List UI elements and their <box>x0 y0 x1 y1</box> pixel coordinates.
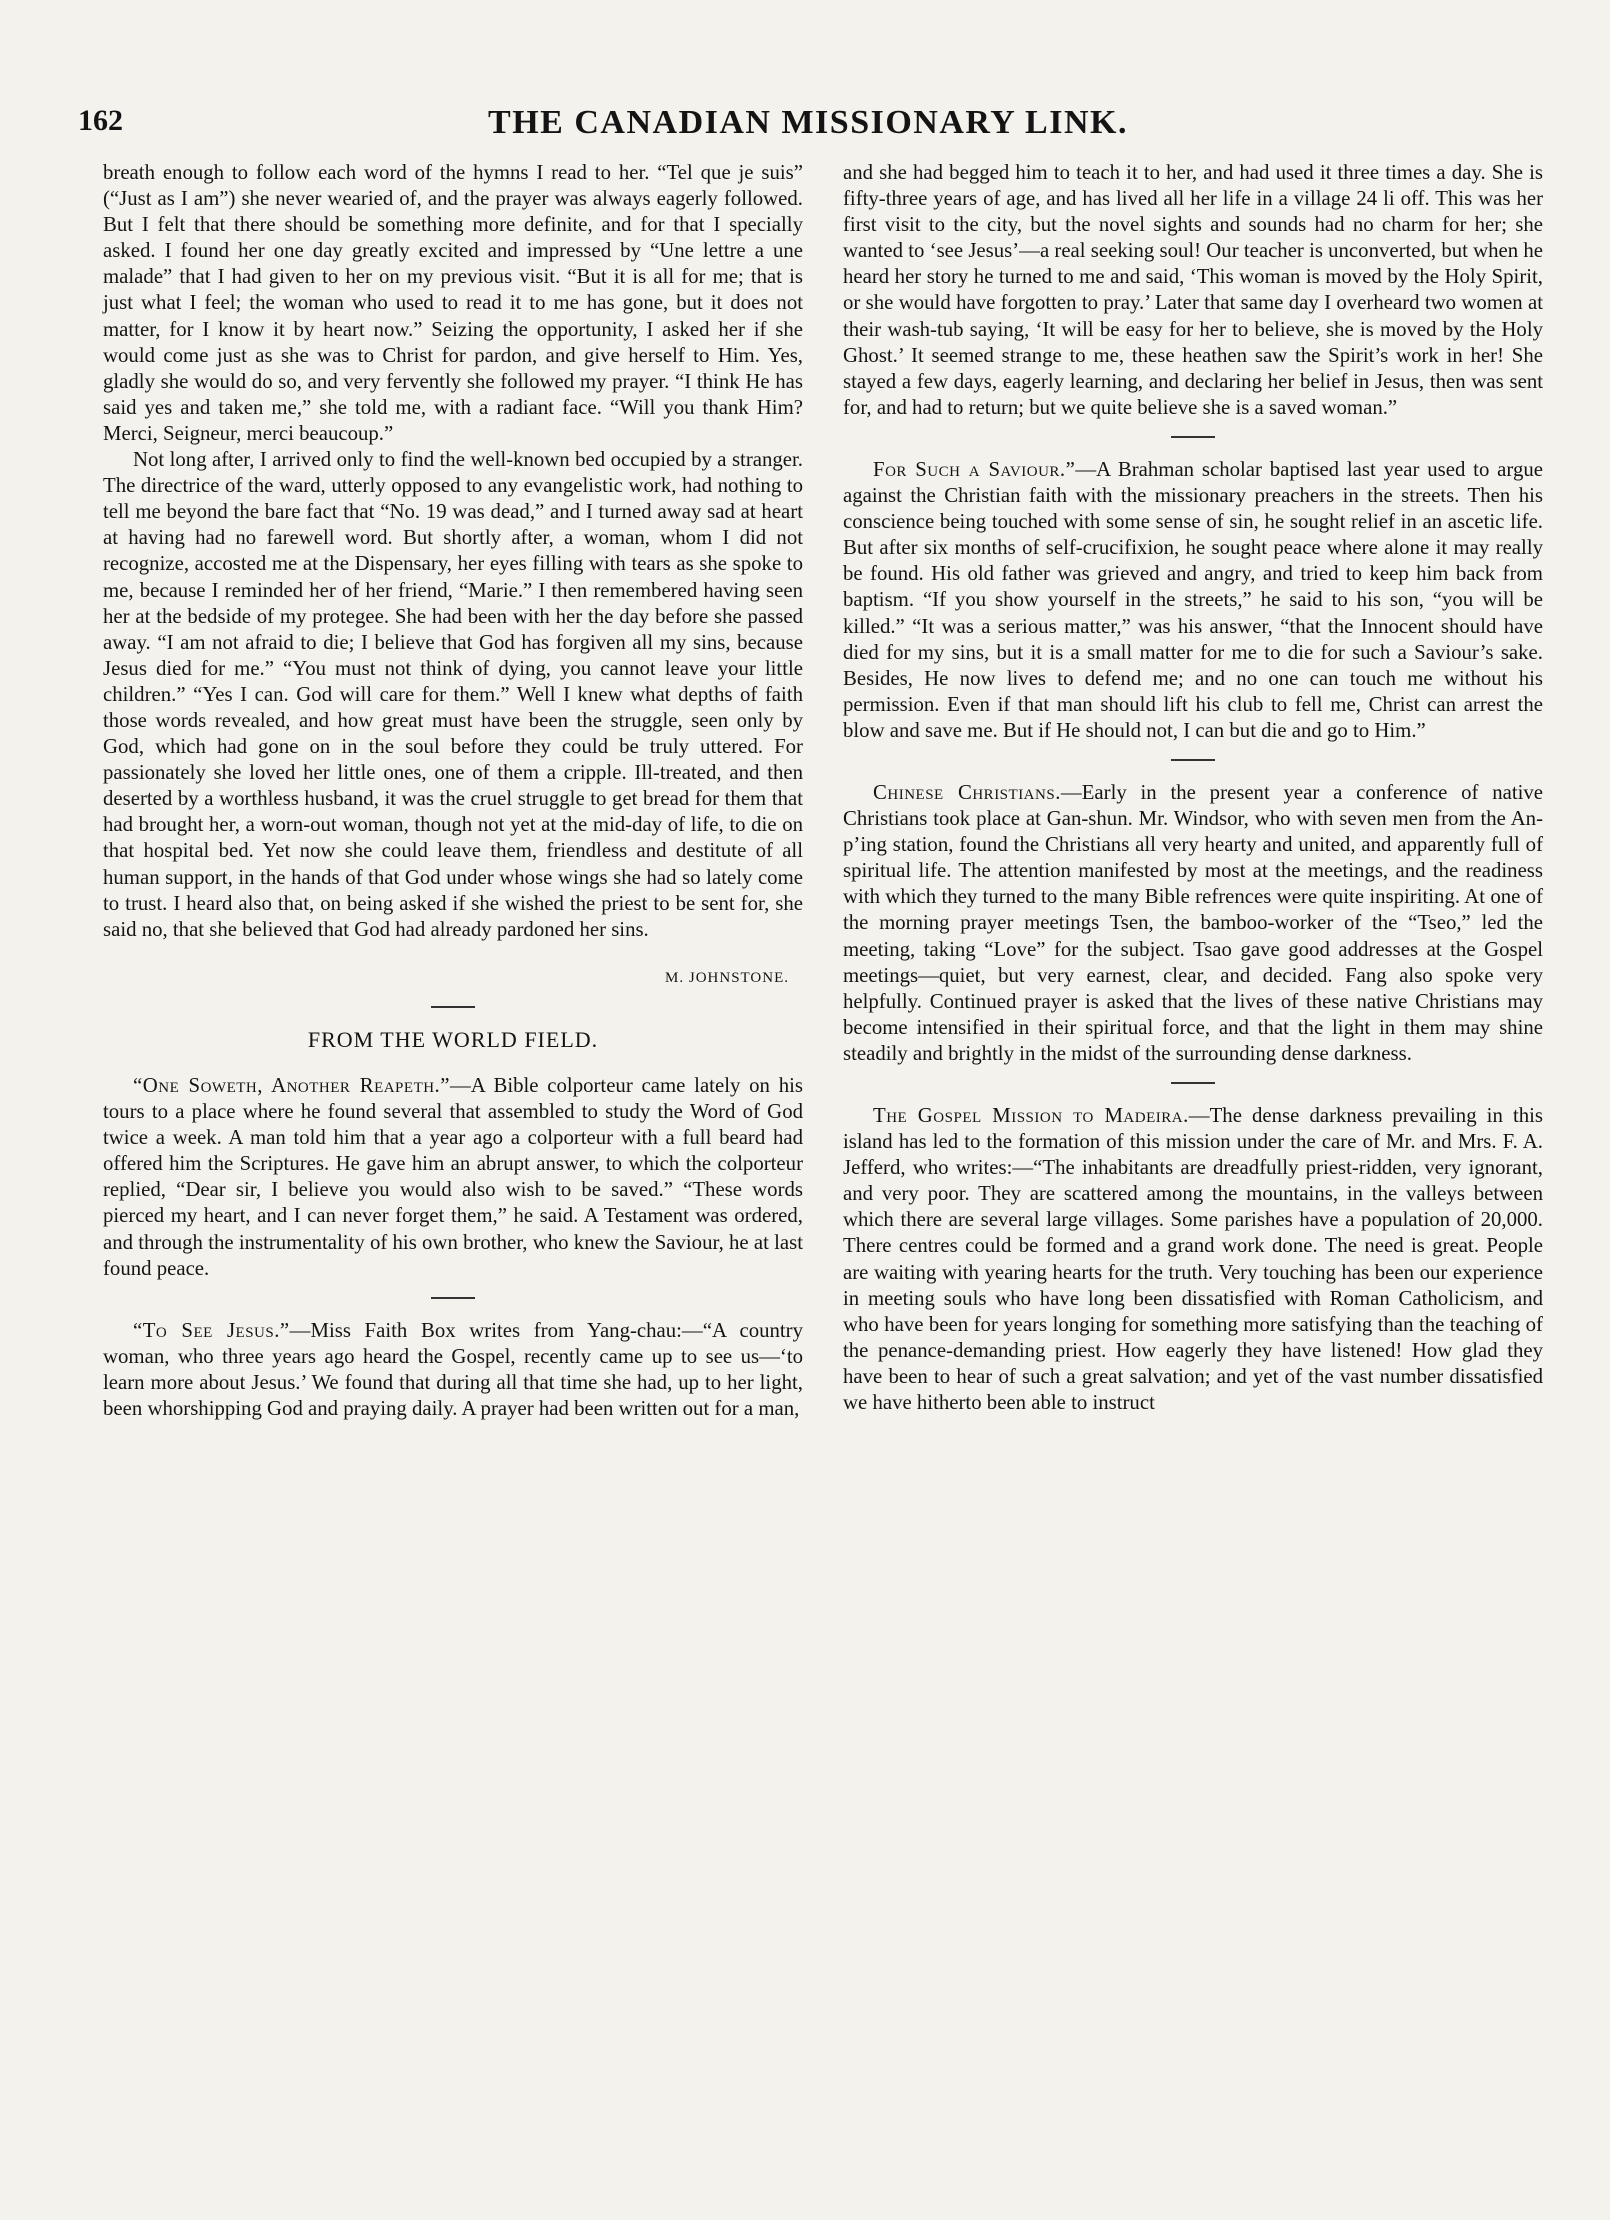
paragraph: Not long after, I arrived only to find the well-known bed occupied by a stranger. The directrice of the ward, utterly opposed to any evangelistic work, had nothing to tell me beyond the bare fact that “No. 19 was dead,” and I turned away sad at heart at having had no farewell word. But shortly after, a woman, whom I did not recognize, accosted me at the Dispensary, her eyes filling with tears as she spoke to me, because I reminded her of her friend, “Marie.” I then remembered having seen her at the bedside of my protegee. She had been with her the day before she passed away. “I am not afraid to die; I believe that God has forgiven all my sins, because Jesus died for me.” “You must not think of dying, you cannot leave your little children.” “Yes I can. God will care for them.” Well I knew what depths of faith those words revealed, and how great must have been the struggle, seen only by God, which had gone on in the soul before they could be truly uttered. For passionately she loved her little ones, one of them a cripple. Ill-treated, and then deserted by a worthless husband, it was the cruel struggle to get bread for them that had brought her, a worn-out woman, though not yet at the mid-day of life, to die on that hospital bed. Yet now she could leave them, friendless and destitute of all human support, in the hands of that God under whose wings she had so lately come to trust. I heard also that, on being asked if she wished the priest to be sent for, she said no, that she believed that God had already pardoned her sins. <box>103 448 803 941</box>
journal-title: THE CANADIAN MISSIONARY LINK. <box>488 104 1128 141</box>
article-paragraph <box>103 1318 803 1422</box>
article-paragraph <box>843 1103 1543 1416</box>
divider <box>431 1006 475 1008</box>
article-paragraph <box>843 780 1543 1067</box>
author-signature: M. JOHNSTONE. <box>665 969 789 986</box>
article-body: —A Brahman scholar baptised last year used to argue against the Christian faith with the missionary preachers in the streets. Then his conscience being touched with some sense of sin, he sought relief in an ascetic life. But after six months of self-crucifixion, he sought peace where alone it may really be found. His old father was grieved and angry, and tried to keep him back from baptism. “If you show yourself in the streets,” he said to his son, “you will be killed.” “It was a serious matter,” was his answer, “that the Innocent should have died for my sins, but it is a small matter for me to die for such a Saviour’s sake. Besides, He now lives to defend me; and no one can touch me without his permission. Even if that man should lift his club to fell me, Christ can arrest the blow and save me. But if He should not, I can but die and go to Him.” <box>843 457 1543 742</box>
divider <box>1171 759 1215 761</box>
article-heading: “To See Jesus.” <box>133 1318 290 1342</box>
article-paragraph <box>843 457 1543 744</box>
right-column <box>843 160 1543 1416</box>
article-body: —A Bible colporteur came lately on his tours to a place where he found several that assembled to study the Word of God twice a week. A man told him that a year ago a colporteur with a full beard had offered him the Scriptures. He gave him an abrupt answer, to which the colporteur replied, “Dear sir, I believe you would also wish to be saved.” “These words pierced my heart, and I can never forget them,” he said. A Testament was ordered, and through the instrumentality of his own brother, who knew the Saviour, he at last found peace. <box>103 1074 803 1280</box>
article-heading: Chinese Christians. <box>873 780 1061 804</box>
article-body: —The dense darkness prevailing in this island has led to the formation of this mission under the care of Mr. and Mrs. F. A. Jefferd, who writes:—“The inhabitants are dreadfully priest-ridden, very ignorant, and very poor. They are scattered among the mountains, in the valleys between which there are several large villages. Some parishes have a population of 20,000. There centres could be formed and a grand work done. The need is great. People are waiting with yearing hearts for the truth. Very touching has been our experience in meeting souls who have long been dissatisfied with Roman Catholicism, and who have been for years longing for something more satisfying than the teaching of the penance-demanding priest. How eagerly they have listened! How glad they have been to hear of such a great salvation; and yet of the vast number dissatisfied we have hitherto been able to instruct <box>843 1104 1543 1415</box>
page-header <box>78 104 1538 152</box>
section-title: FROM THE WORLD FIELD. <box>307 1026 599 1052</box>
article-heading: For Such a Saviour.” <box>873 457 1076 481</box>
page-number: 162 <box>78 104 123 137</box>
paragraph: breath enough to follow each word of the hymns I read to her. “Tel que je suis” (“Just as I am”) she never wearied of, and the prayer was always eagerly followed. But I felt that there should be something more definite, and for that I specially asked. I found her one day greatly excited and impressed by “Une lettre a une malade” that I had given to her on my previous visit. “But it is all for me; that is just what I feel; the woman who used to read it to me has gone, but it does not matter, for I know it by heart now.” Seizing the opportunity, I asked her if she would come just as she was to Christ for pardon, and give herself to Him. Yes, gladly she would do so, and very fervently she followed my prayer. “I think He has said yes and taken me,” she told me, with a radiant face. “Will you thank Him? Merci, Seigneur, merci beaucoup.” <box>103 161 803 445</box>
divider <box>1171 1082 1215 1084</box>
article-body: —Early in the present year a conference of native Christians took place at Gan-shun. Mr. Windsor, who with seven men from the An-p’ing station, found the Christians all very hearty and united, and apparently full of spiritual life. The attention manifested by most at the meetings, and the readiness with which they turned to the many Bible refrences were quite inspiriting. At one of the morning prayer meetings Tsen, the bamboo-worker of the “Tseo,” led the meeting, taking “Love” for the subject. Tsao gave good addresses at the Gospel meetings—quiet, but very earnest, clear, and decided. Fang also spoke very helpfully. Continued prayer is asked that the lives of these native Christians may become intensified in their spiritual force, and that the light in them may shine steadily and brightly in the midst of the surrounding dense darkness. <box>843 780 1544 1065</box>
divider <box>431 1297 475 1299</box>
divider <box>1171 436 1215 438</box>
article-heading: “One Soweth, Another Reapeth.” <box>133 1074 450 1097</box>
article-body: —Miss Faith Box writes from Yang-chau:—“A country woman, who three years ago heard the Gospel, recently came up to see us—‘to learn more about Jesus.’ We found that during all that time she had, up to her light, been whorshipping God and praying daily. A prayer had been written out for a man, <box>103 1318 804 1421</box>
article-paragraph <box>103 1073 803 1282</box>
left-column <box>103 160 803 1422</box>
paragraph: and she had begged him to teach it to her, and had used it three times a day. She is fifty-three years of age, and has lived all her life in a village 24 li off. This was her first visit to the city, but the novel sights and sounds had no charm for her; she wanted to ‘see Jesus’—a real seeking soul! Our teacher is unconverted, but when he heard her story he turned to me and said, ‘This woman is moved by the Holy Spirit, or she would have forgotten to pray.’ Later that same day I overheard two women at their wash-tub saying, ‘It will be easy for her to believe, she is moved by the Holy Ghost.’ It seemed strange to me, these heathen saw the Spirit’s work in her! She stayed a few days, eagerly learning, and declaring her belief in Jesus, then was sent for, and had to return; but we quite believe she is a saved woman.” <box>843 161 1543 419</box>
article-heading: The Gospel Mission to Madeira. <box>873 1104 1189 1127</box>
